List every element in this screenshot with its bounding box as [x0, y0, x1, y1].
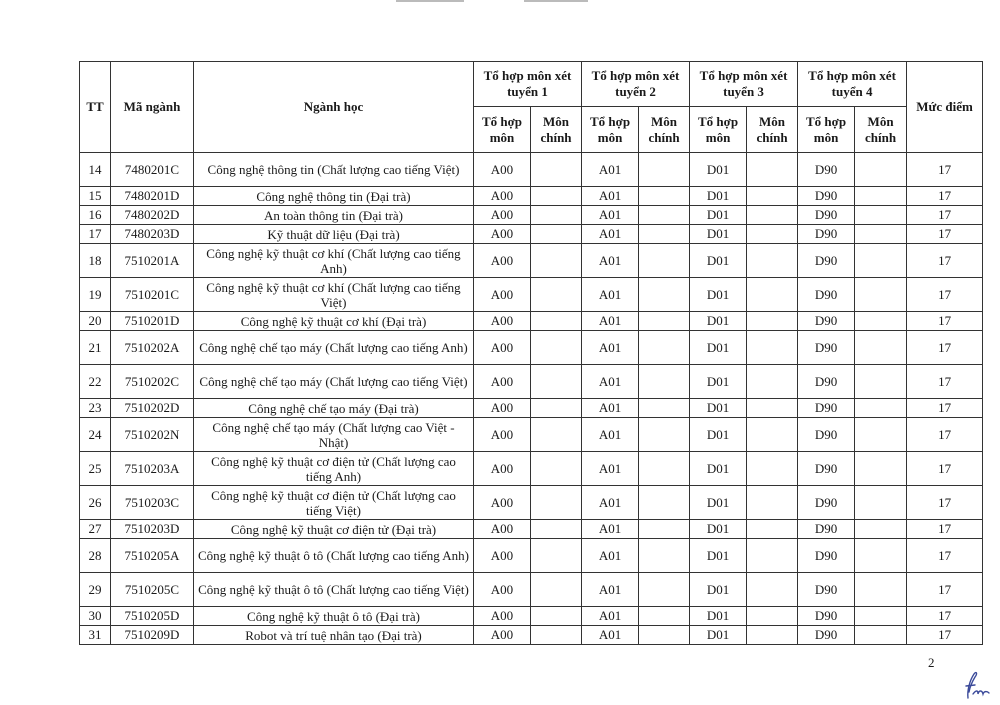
row-combo-4: D90: [798, 418, 855, 452]
row-code: 7480201C: [111, 153, 194, 187]
table-row: [80, 187, 983, 206]
row-main-2: [639, 486, 690, 520]
header-combo-4: Tổ hợp môn: [798, 107, 855, 153]
row-main-2: [639, 520, 690, 539]
row-combo-3: D01: [690, 278, 747, 312]
row-score: 17: [907, 452, 983, 486]
row-main-4: [855, 452, 907, 486]
row-combo-1: A00: [474, 573, 531, 607]
row-main-1: [531, 278, 582, 312]
table-row: [80, 573, 983, 607]
row-combo-1: A00: [474, 244, 531, 278]
row-combo-4: D90: [798, 187, 855, 206]
row-main-1: [531, 607, 582, 626]
row-major-name: Công nghệ kỹ thuật ô tô (Chất lượng cao tiếng Việt): [194, 573, 474, 607]
row-main-4: [855, 244, 907, 278]
row-main-1: [531, 225, 582, 244]
row-combo-3: D01: [690, 418, 747, 452]
row-major-name: Công nghệ kỹ thuật cơ điện tử (Chất lượng cao tiếng Việt): [194, 486, 474, 520]
row-number: 30: [80, 607, 111, 626]
row-main-2: [639, 244, 690, 278]
row-main-1: [531, 206, 582, 225]
row-main-2: [639, 153, 690, 187]
row-combo-3: D01: [690, 244, 747, 278]
row-main-1: [531, 418, 582, 452]
table-header: [80, 62, 983, 153]
row-main-1: [531, 399, 582, 418]
row-number: 18: [80, 244, 111, 278]
row-score: 17: [907, 520, 983, 539]
row-main-4: [855, 626, 907, 645]
row-score: 17: [907, 626, 983, 645]
row-main-3: [747, 312, 798, 331]
row-main-3: [747, 278, 798, 312]
row-combo-1: A00: [474, 539, 531, 573]
header-group-1: Tổ hợp môn xét tuyển 1: [474, 62, 582, 107]
row-main-3: [747, 206, 798, 225]
row-main-1: [531, 153, 582, 187]
row-combo-1: A00: [474, 312, 531, 331]
table-row: [80, 539, 983, 573]
table-row: [80, 244, 983, 278]
row-number: 22: [80, 365, 111, 399]
row-main-3: [747, 452, 798, 486]
row-main-2: [639, 206, 690, 225]
row-score: 17: [907, 607, 983, 626]
row-code: 7510202C: [111, 365, 194, 399]
row-score: 17: [907, 418, 983, 452]
row-combo-1: A00: [474, 153, 531, 187]
row-main-2: [639, 331, 690, 365]
header-main-3: Môn chính: [747, 107, 798, 153]
table-row: [80, 418, 983, 452]
row-combo-4: D90: [798, 520, 855, 539]
row-code: 7480203D: [111, 225, 194, 244]
row-main-4: [855, 520, 907, 539]
row-number: 29: [80, 573, 111, 607]
row-combo-4: D90: [798, 153, 855, 187]
row-combo-2: A01: [582, 626, 639, 645]
row-main-1: [531, 539, 582, 573]
row-combo-3: D01: [690, 365, 747, 399]
page-number: 2: [928, 655, 935, 670]
row-main-2: [639, 539, 690, 573]
row-score: 17: [907, 365, 983, 399]
row-score: 17: [907, 486, 983, 520]
row-main-1: [531, 486, 582, 520]
table-row: [80, 626, 983, 645]
row-number: 31: [80, 626, 111, 645]
row-major-name: Công nghệ kỹ thuật cơ điện tử (Chất lượng cao tiếng Anh): [194, 452, 474, 486]
row-main-4: [855, 225, 907, 244]
row-combo-1: A00: [474, 418, 531, 452]
row-combo-3: D01: [690, 225, 747, 244]
row-major-name: Công nghệ chế tạo máy (Chất lượng cao tiếng Việt): [194, 365, 474, 399]
row-main-2: [639, 278, 690, 312]
header-group-3: Tổ hợp môn xét tuyển 3: [690, 62, 798, 107]
row-major-name: Công nghệ kỹ thuật cơ khí (Đại trà): [194, 312, 474, 331]
row-main-3: [747, 399, 798, 418]
row-number: 19: [80, 278, 111, 312]
row-combo-3: D01: [690, 607, 747, 626]
row-main-1: [531, 187, 582, 206]
row-combo-2: A01: [582, 312, 639, 331]
row-code: 7510201C: [111, 278, 194, 312]
table-row: [80, 312, 983, 331]
row-code: 7480202D: [111, 206, 194, 225]
row-score: 17: [907, 187, 983, 206]
row-combo-2: A01: [582, 399, 639, 418]
row-main-1: [531, 244, 582, 278]
row-combo-3: D01: [690, 331, 747, 365]
row-combo-1: A00: [474, 225, 531, 244]
row-code: 7510205C: [111, 573, 194, 607]
row-combo-2: A01: [582, 607, 639, 626]
row-main-1: [531, 452, 582, 486]
row-combo-2: A01: [582, 225, 639, 244]
row-code: 7510203D: [111, 520, 194, 539]
row-combo-3: D01: [690, 206, 747, 225]
row-combo-2: A01: [582, 418, 639, 452]
row-number: 14: [80, 153, 111, 187]
row-major-name: Công nghệ kỹ thuật cơ điện tử (Đại trà): [194, 520, 474, 539]
row-combo-2: A01: [582, 153, 639, 187]
row-main-1: [531, 626, 582, 645]
header-major: Ngành học: [194, 62, 474, 153]
row-number: 20: [80, 312, 111, 331]
table-row: [80, 278, 983, 312]
row-combo-4: D90: [798, 573, 855, 607]
row-major-name: Công nghệ kỹ thuật ô tô (Đại trà): [194, 607, 474, 626]
row-main-3: [747, 225, 798, 244]
row-number: 23: [80, 399, 111, 418]
table-body: [80, 153, 983, 645]
row-combo-1: A00: [474, 278, 531, 312]
row-main-1: [531, 331, 582, 365]
header-group-2: Tổ hợp môn xét tuyển 2: [582, 62, 690, 107]
row-main-1: [531, 312, 582, 331]
row-combo-2: A01: [582, 244, 639, 278]
header-group-4: Tổ hợp môn xét tuyển 4: [798, 62, 907, 107]
row-main-3: [747, 626, 798, 645]
row-combo-4: D90: [798, 607, 855, 626]
row-main-2: [639, 418, 690, 452]
row-main-3: [747, 153, 798, 187]
header-main-1: Môn chính: [531, 107, 582, 153]
row-combo-1: A00: [474, 365, 531, 399]
header-code: Mã ngành: [111, 62, 194, 153]
row-combo-1: A00: [474, 607, 531, 626]
row-number: 21: [80, 331, 111, 365]
row-main-3: [747, 331, 798, 365]
row-main-4: [855, 539, 907, 573]
row-score: 17: [907, 312, 983, 331]
row-combo-3: D01: [690, 452, 747, 486]
row-main-2: [639, 573, 690, 607]
header-combo-3: Tổ hợp môn: [690, 107, 747, 153]
row-code: 7510202N: [111, 418, 194, 452]
row-code: 7510205A: [111, 539, 194, 573]
row-combo-4: D90: [798, 365, 855, 399]
admissions-table: [79, 61, 983, 645]
row-main-1: [531, 573, 582, 607]
header-combo-1: Tổ hợp môn: [474, 107, 531, 153]
row-main-4: [855, 187, 907, 206]
row-combo-2: A01: [582, 539, 639, 573]
row-combo-2: A01: [582, 278, 639, 312]
row-main-1: [531, 520, 582, 539]
row-combo-1: A00: [474, 486, 531, 520]
row-combo-2: A01: [582, 520, 639, 539]
row-main-3: [747, 539, 798, 573]
signature-initials: [958, 668, 992, 702]
row-main-4: [855, 365, 907, 399]
row-main-2: [639, 187, 690, 206]
row-combo-4: D90: [798, 539, 855, 573]
row-number: 27: [80, 520, 111, 539]
row-main-3: [747, 365, 798, 399]
row-number: 16: [80, 206, 111, 225]
row-score: 17: [907, 206, 983, 225]
row-main-3: [747, 418, 798, 452]
row-combo-4: D90: [798, 452, 855, 486]
page-top-edge: [0, 0, 1000, 6]
row-code: 7510203C: [111, 486, 194, 520]
row-major-name: An toàn thông tin (Đại trà): [194, 206, 474, 225]
row-score: 17: [907, 278, 983, 312]
row-main-3: [747, 244, 798, 278]
row-main-3: [747, 520, 798, 539]
row-combo-4: D90: [798, 244, 855, 278]
row-number: 24: [80, 418, 111, 452]
row-main-2: [639, 225, 690, 244]
table-row: [80, 365, 983, 399]
row-combo-1: A00: [474, 399, 531, 418]
row-number: 15: [80, 187, 111, 206]
row-combo-3: D01: [690, 486, 747, 520]
row-main-4: [855, 607, 907, 626]
row-score: 17: [907, 331, 983, 365]
row-major-name: Công nghệ kỹ thuật cơ khí (Chất lượng cao tiếng Việt): [194, 278, 474, 312]
row-combo-3: D01: [690, 520, 747, 539]
row-combo-4: D90: [798, 278, 855, 312]
row-combo-2: A01: [582, 452, 639, 486]
row-number: 17: [80, 225, 111, 244]
row-code: 7510205D: [111, 607, 194, 626]
row-main-2: [639, 312, 690, 331]
header-tt: TT: [80, 62, 111, 153]
row-major-name: Kỹ thuật dữ liệu (Đại trà): [194, 225, 474, 244]
row-main-2: [639, 452, 690, 486]
row-major-name: Robot và trí tuệ nhân tạo (Đại trà): [194, 626, 474, 645]
row-combo-4: D90: [798, 206, 855, 225]
row-score: 17: [907, 539, 983, 573]
row-combo-3: D01: [690, 153, 747, 187]
row-combo-4: D90: [798, 399, 855, 418]
row-major-name: Công nghệ kỹ thuật cơ khí (Chất lượng cao tiếng Anh): [194, 244, 474, 278]
table-row: [80, 153, 983, 187]
row-score: 17: [907, 573, 983, 607]
row-combo-1: A00: [474, 452, 531, 486]
header-main-4: Môn chính: [855, 107, 907, 153]
row-code: 7510201D: [111, 312, 194, 331]
row-combo-3: D01: [690, 539, 747, 573]
row-score: 17: [907, 244, 983, 278]
row-code: 7510202A: [111, 331, 194, 365]
table-row: [80, 452, 983, 486]
row-main-4: [855, 331, 907, 365]
row-combo-3: D01: [690, 187, 747, 206]
table-row: [80, 225, 983, 244]
row-combo-2: A01: [582, 331, 639, 365]
row-combo-1: A00: [474, 206, 531, 225]
row-major-name: Công nghệ chế tạo máy (Chất lượng cao tiếng Anh): [194, 331, 474, 365]
table-row: [80, 331, 983, 365]
row-combo-1: A00: [474, 187, 531, 206]
row-number: 26: [80, 486, 111, 520]
row-score: 17: [907, 225, 983, 244]
row-combo-3: D01: [690, 626, 747, 645]
row-combo-2: A01: [582, 206, 639, 225]
row-score: 17: [907, 399, 983, 418]
row-main-4: [855, 418, 907, 452]
row-number: 25: [80, 452, 111, 486]
row-combo-2: A01: [582, 187, 639, 206]
row-score: 17: [907, 153, 983, 187]
row-combo-3: D01: [690, 312, 747, 331]
row-combo-4: D90: [798, 486, 855, 520]
row-main-1: [531, 365, 582, 399]
row-main-2: [639, 607, 690, 626]
row-number: 28: [80, 539, 111, 573]
header-score: Mức điểm: [907, 62, 983, 153]
row-main-2: [639, 626, 690, 645]
row-combo-4: D90: [798, 312, 855, 331]
row-main-4: [855, 312, 907, 331]
row-main-3: [747, 573, 798, 607]
row-main-4: [855, 573, 907, 607]
row-combo-2: A01: [582, 573, 639, 607]
row-main-2: [639, 399, 690, 418]
row-combo-1: A00: [474, 331, 531, 365]
row-main-4: [855, 278, 907, 312]
row-combo-4: D90: [798, 225, 855, 244]
table-row: [80, 607, 983, 626]
row-main-4: [855, 486, 907, 520]
row-major-name: Công nghệ chế tạo máy (Đại trà): [194, 399, 474, 418]
header-combo-2: Tổ hợp môn: [582, 107, 639, 153]
row-code: 7510209D: [111, 626, 194, 645]
row-combo-2: A01: [582, 486, 639, 520]
row-code: 7510202D: [111, 399, 194, 418]
row-major-name: Công nghệ kỹ thuật ô tô (Chất lượng cao tiếng Anh): [194, 539, 474, 573]
row-main-2: [639, 365, 690, 399]
row-main-3: [747, 486, 798, 520]
row-major-name: Công nghệ thông tin (Chất lượng cao tiếng Việt): [194, 153, 474, 187]
row-major-name: Công nghệ thông tin (Đại trà): [194, 187, 474, 206]
table-row: [80, 520, 983, 539]
table-row: [80, 206, 983, 225]
row-combo-4: D90: [798, 331, 855, 365]
table-row: [80, 399, 983, 418]
row-combo-3: D01: [690, 399, 747, 418]
table-row: [80, 486, 983, 520]
row-combo-3: D01: [690, 573, 747, 607]
header-main-2: Môn chính: [639, 107, 690, 153]
row-main-3: [747, 187, 798, 206]
row-main-4: [855, 206, 907, 225]
row-combo-4: D90: [798, 626, 855, 645]
row-code: 7510203A: [111, 452, 194, 486]
row-combo-1: A00: [474, 626, 531, 645]
row-main-4: [855, 399, 907, 418]
row-main-4: [855, 153, 907, 187]
row-code: 7480201D: [111, 187, 194, 206]
row-combo-2: A01: [582, 365, 639, 399]
row-main-3: [747, 607, 798, 626]
row-combo-1: A00: [474, 520, 531, 539]
row-code: 7510201A: [111, 244, 194, 278]
row-major-name: Công nghệ chế tạo máy (Chất lượng cao Việt - Nhật): [194, 418, 474, 452]
